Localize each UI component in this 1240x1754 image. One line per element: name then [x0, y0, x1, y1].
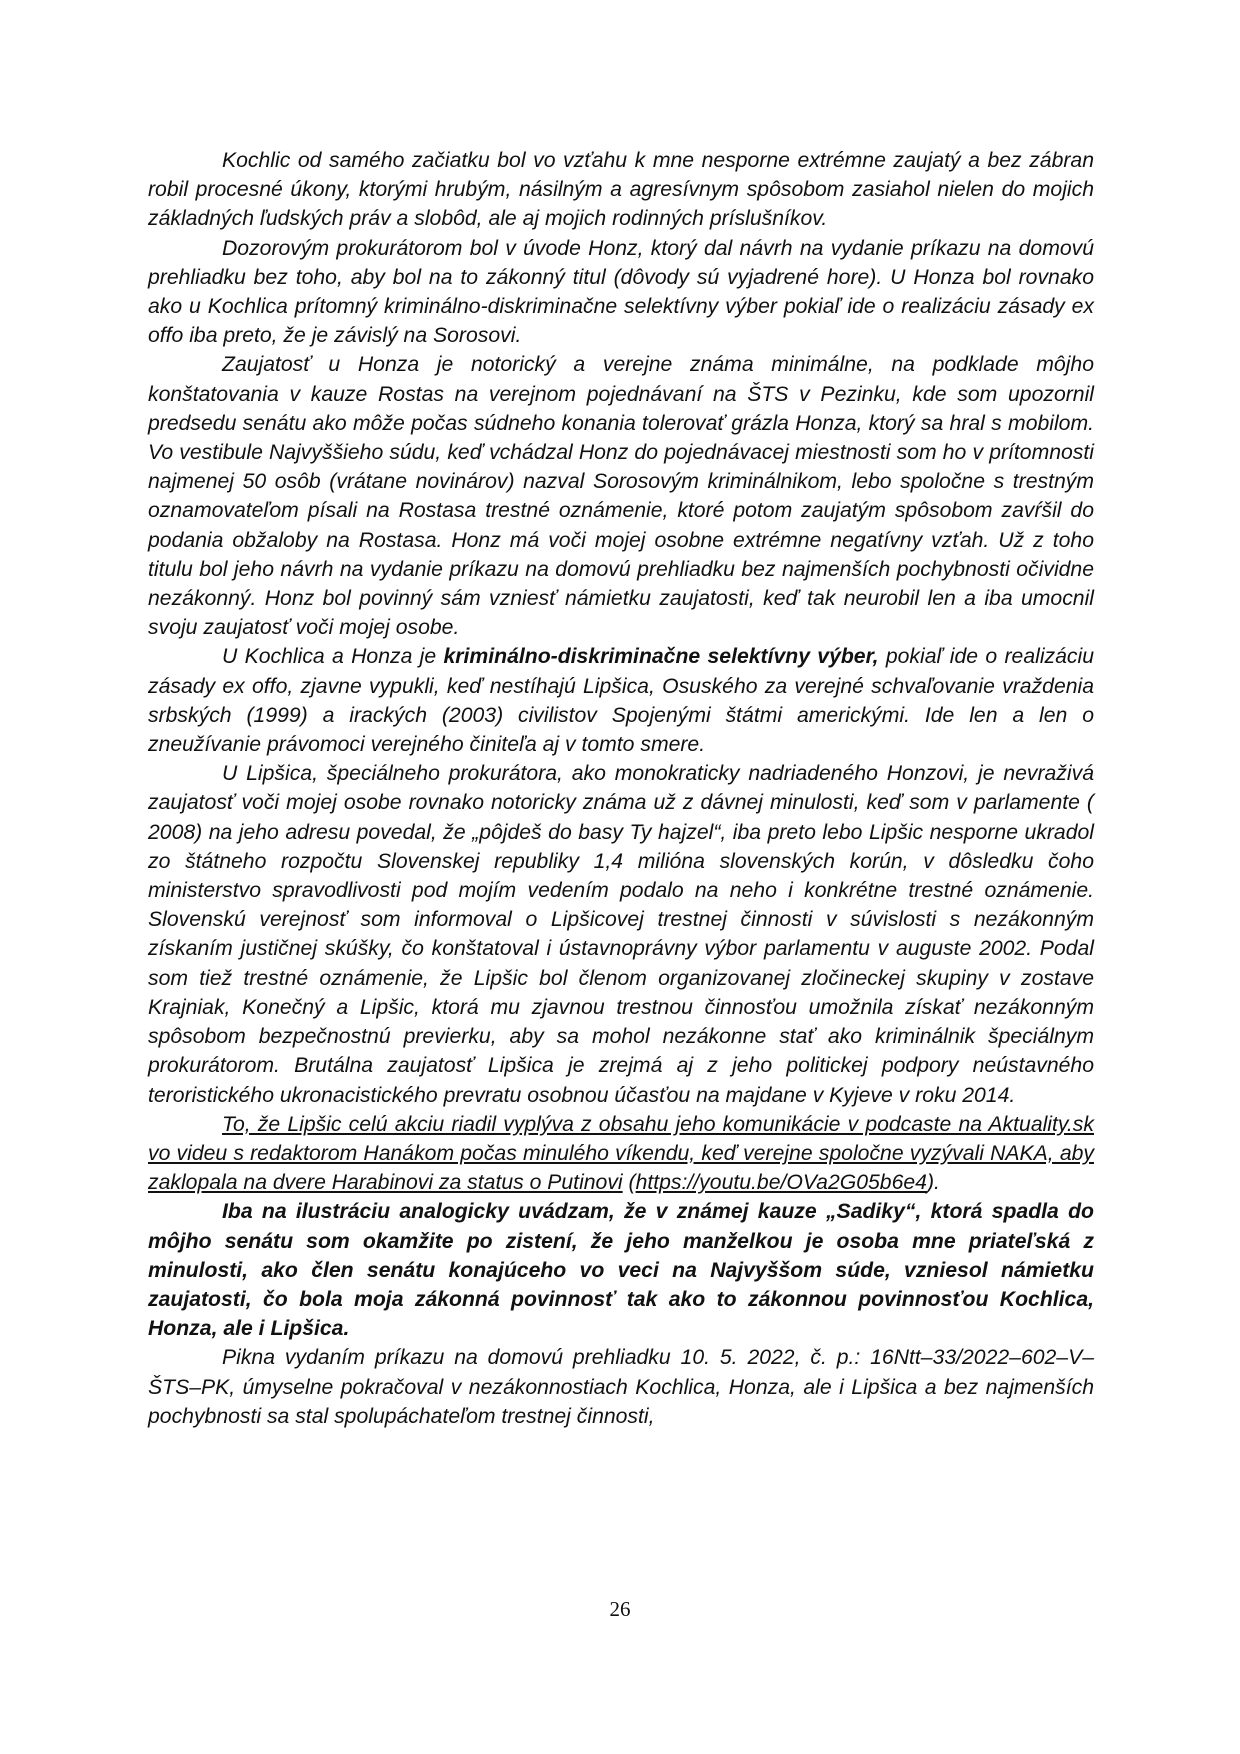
paragraph: U Lipšica, špeciálneho prokurátora, ako monokraticky nadriadeného Honzovi, je nevraživá zaujatosť voči mojej osobe rovnako notoricky známa už z dávnej minulosti, keď som v parlamente ( 2008) na jeho adresu povedal, že „pôjdeš do basy Ty hajzel“, iba preto lebo Lipšic nesporne ukradol zo štátneho rozpočtu Slovenskej republiky 1,4 milióna slovenských korún, v dôsledku čoho ministerstvo spravodlivosti pod mojím vedením podalo na neho i konkrétne trestné oznámenie. Slovenskú verejnosť som informoval o Lipšicovej trestnej činnosti v súvislosti s nezákonným získaním justičnej skúšky, čo konštatoval i ústavnoprávny výbor parlamentu v auguste 2002. Podal som tiež trestné oznámenie, že Lipšic bol členom organizovanej zločineckej skupiny v zostave Krajniak, Konečný a Lipšic, ktorá mu zjavnou trestnou činnosťou umožnila získať nezákonným spôsobom bezpečnostnú previerku, aby sa mohol nezákonne stať ako kriminálnik špeciálnym prokurátorom. Brutálna zaujatosť Lipšica je zrejmá aj z jeho politickej podpory neústavného teroristického ukronacistického prevratu osobnou účasťou na majdane v Kyjeve v roku 2014. [148, 762, 1094, 1107]
paragraph: Dozorovým prokurátorom bol v úvode Honz, ktorý dal návrh na vydanie príkazu na domovú prehliadku bez toho, aby bol na to zákonný titul (dôvody sú vyjadrené hore). U Honza bol rovnako ako u Kochlica prítomný kriminálno-diskriminačne selektívny výber pokiaľ ide o realizáciu zásady ex offo iba preto, že je závislý na Sorosovi. [148, 236, 1094, 348]
bold-paragraph: Iba na ilustráciu analogicky uvádzam, že v známej kauze „Sadiky“, ktorá spadla do môjho senátu som okamžite po zistení, že jeho manželkou je osoba mne priateľská z minulosti, ako člen senátu konajúceho vo veci na Najvyššom súde, vzniesol námietku zaujatosti, čo bola moja zákonná povinnosť tak ako to zákonnou povinnosťou Kochlica, Honza, ale i Lipšica. [148, 1200, 1094, 1341]
paragraph-text: ). [926, 1171, 940, 1195]
paragraph: Zaujatosť u Honza je notorický a verejne známa minimálne, na podklade môjho konštatovania v kauze Rostas na verejnom pojednávaní na ŠTS v Pezinku, kde som upozornil predsedu senátu ako môže počas súdneho konania tolerovať grázla Honza, ktorý sa hral s mobilom. Vo vestibule Najvyššieho súdu, keď vchádzal Honz do pojednávacej miestnosti som ho v prítomnosti najmenej 50 osôb (vrátane novinárov) nazval Sorosovým kriminálnikom, lebo spoločne s trestným oznamovateľom písali na Rostasa trestné oznámenie, ktoré potom zaujatým spôsobom zavŕšil do podania obžaloby na Rostasa. Honz má voči mojej osobne extrémne negatívny vzťah. Už z toho titulu bol jeho návrh na vydanie príkazu na domovú prehliadku bez najmenších pochybnosti očividne nezákonný. Honz bol povinný sám vzniesť námietku zaujatosti, keď tak neurobil len a iba umocnil svoju zaujatosť voči mojej osobe. [148, 353, 1094, 640]
paragraph-text: pokiaľ ide o realizáciu zásady ex offo, zjavne vypukli, keď nestíhajú Lipšica, Osuského za verejné schvaľovanie vraždenia srbských (1999) a irackých (2003) civilistov Spojenými štátmi americkými. Ide len a len o zneužívanie právomoci verejného činiteľa aj v tomto smere. [148, 645, 1094, 757]
paragraph-text: U Kochlica a Honza je [222, 645, 444, 669]
paragraph: Pikna vydaním príkazu na domovú prehliadku 10. 5. 2022, č. p.: 16Ntt–33/2022–602–V–ŠTS–PK, úmyselne pokračoval v nezákonnostiach Kochlica, Honza, ale i Lipšica a bez najmenších pochybnosti sa stal spolupáchateľom trestnej činnosti, [148, 1346, 1094, 1428]
page-number: 26 [609, 1597, 631, 1621]
underlined-text: To, že Lipšic celú akciu riadil vyplýva z obsahu jeho komunikácie v podcaste na Aktuality.sk vo videu s redaktorom Hanákom počas minulého víkendu, keď verejne spoločne vyzývali NAKA, aby zaklopala na dvere Harabinovi za status o Putinovi [148, 1112, 1094, 1195]
paragraph [148, 1110, 1094, 1198]
youtube-link[interactable]: https://youtu.be/OVa2G05b6e4 [635, 1171, 927, 1195]
paragraph [148, 642, 1094, 759]
paragraph: Kochlic od samého začiatku bol vo vzťahu k mne nesporne extrémne zaujatý a bez zábran robil procesné úkony, ktorými hrubým, násilným a agresívnym spôsobom zasiahol nielen do mojich základných ľudských práv a slobôd, ale aj mojich rodinných príslušníkov. [148, 149, 1094, 231]
paragraph-text: ( [622, 1171, 636, 1195]
bold-emphasis: kriminálno-diskriminačne selektívny výber, [443, 645, 879, 669]
body-text [148, 146, 1094, 1431]
